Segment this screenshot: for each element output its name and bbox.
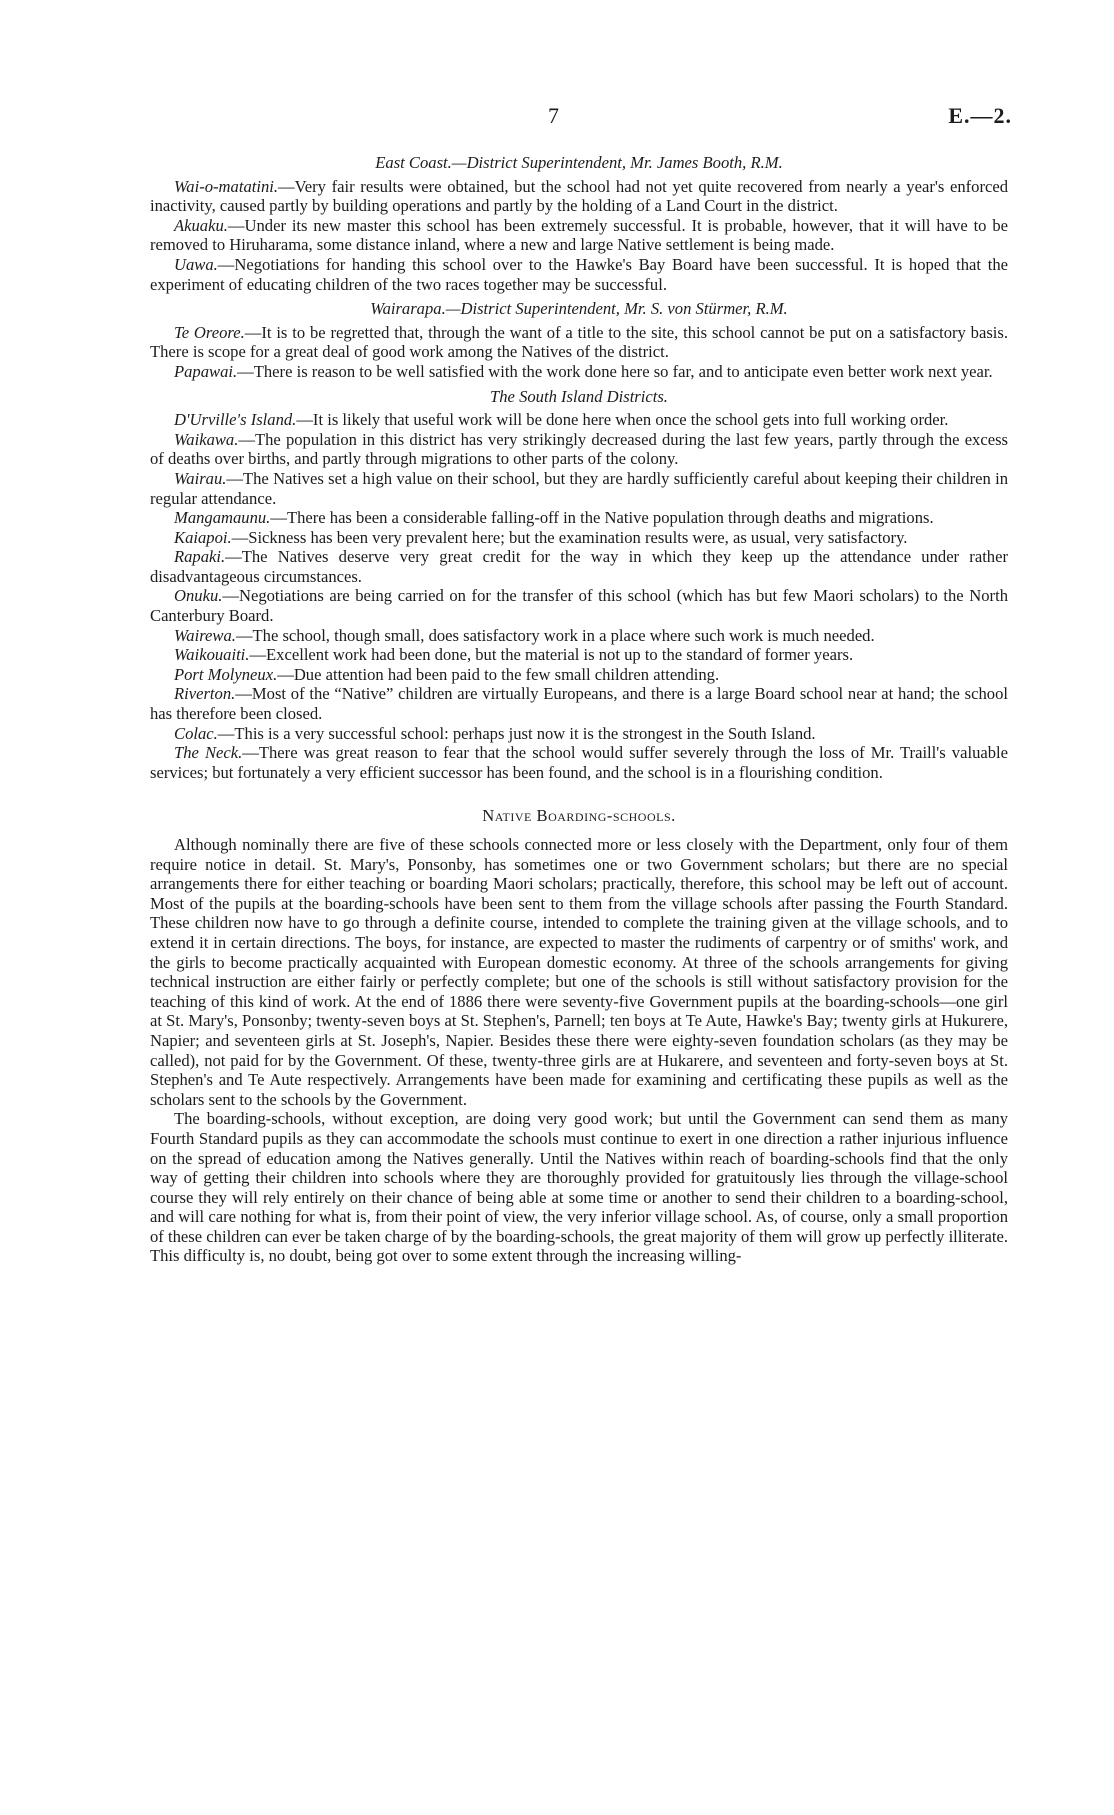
entry-durvilles-island	[150, 410, 1008, 430]
entry-text: —There has been a considerable falling-off in the Native population through deaths and migrations.	[270, 508, 934, 528]
entry-text: —Most of the “Native” children are virtually Europeans, and there is a large Board school near at hand; the school has therefore been closed.	[150, 684, 1008, 724]
entry-text: —Due attention had been paid to the few small children attending.	[277, 664, 720, 684]
entry-port-molyneux	[150, 665, 1008, 685]
school-name: Port Molyneux.	[174, 664, 278, 684]
entry-wairewa	[150, 626, 1008, 646]
school-name: Colac.	[174, 723, 218, 743]
entry-text: —This is a very successful school: perhaps just now it is the strongest in the South Island.	[217, 723, 816, 743]
entry-akuaku	[150, 216, 1008, 255]
school-name: Akuaku.	[174, 215, 228, 235]
entry-kaiapoi	[150, 528, 1008, 548]
entry-text: —Negotiations for handing this school over to the Hawke's Bay Board have been successful. It is hoped that the experiment of educating children of the two races together may be successful.	[150, 254, 1008, 294]
school-name: Riverton.	[174, 684, 236, 704]
section-heading-boarding-schools: Native Boarding-schools.	[482, 806, 676, 826]
entry-text: —Sickness has been very prevalent here; but the examination results were, as usual, very satisfactory.	[231, 527, 908, 547]
school-name: Waikouaiti.	[174, 645, 250, 665]
school-name: Rapaki.	[174, 547, 226, 567]
entry-text: —Under its new master this school has been extremely successful. It is probable, however, that it will have to be removed to Hiruharama, some distance inland, where a new and large Native settlement is being made.	[150, 215, 1008, 255]
entry-wai-o-matatini	[150, 177, 1008, 216]
school-name: Papawai.	[174, 361, 238, 381]
school-name: Te Oreore.	[174, 322, 245, 342]
entry-the-neck	[150, 743, 1008, 782]
school-name: Wai-o-matatini.	[174, 176, 279, 196]
entry-mangamaunu	[150, 508, 1008, 528]
entry-text: —The Natives set a high value on their school, but they are hardly sufficiently careful about keeping their children in regular attendance.	[150, 468, 1008, 508]
entry-uawa	[150, 255, 1008, 294]
entry-te-oreore	[150, 323, 1008, 362]
school-name: Wairau.	[174, 468, 227, 488]
document-reference: E.—2.	[948, 103, 1012, 128]
entry-text: —Very fair results were obtained, but the school had not yet quite recovered from nearly a year's enforced inactivity, caused partly by building operations and partly by the holding of a Land Court in the district.	[150, 176, 1008, 216]
running-header	[0, 103, 1114, 133]
entry-text: —The school, though small, does satisfactory work in a place where such work is much needed.	[235, 625, 875, 645]
entry-onuku	[150, 586, 1008, 625]
entry-riverton	[150, 684, 1008, 723]
section-heading-south-island: The South Island Districts.	[490, 386, 668, 406]
entry-colac	[150, 724, 1008, 744]
entry-wairau	[150, 469, 1008, 508]
school-name: D'Urville's Island.	[174, 410, 297, 430]
entry-waikawa	[150, 430, 1008, 469]
boarding-paragraph: The boarding-schools, without exception, are doing very good work; but until the Government can send them as many Fourth Standard pupils as they can accommodate the schools must continue to exert in one direction a rather injurious influence on the spread of education among the Natives generally. Until the Natives within reach of boarding-schools find that the only way of getting their children into schools where they are thoroughly provided for gratuitously lies through the village-school course they will rely entirely on their chance of being able at some time or another to send their children to a boarding-school, and will care nothing for what is, from their point of view, the very inferior village school. As, of course, only a small proportion of these children can ever be taken charge of by the boarding-schools, the great majority of them will grow up perfectly illiterate. This difficulty is, no doubt, being got over to some extent through the increasing willing-	[150, 1109, 1008, 1266]
entry-papawai	[150, 362, 1008, 382]
entry-waikouaiti	[150, 645, 1008, 665]
boarding-paragraph: Although nominally there are five of these schools connected more or less closely with the Department, only four of them require notice in detail. St. Mary's, Ponsonby, has sometimes one or two Government scholars; but there are no special arrangements there for either teaching or boarding Maori scholars; practically, therefore, this school may be left out of account. Most of the pupils at the boarding-schools have been sent to them from the village schools after passing the Fourth Standard. These children now have to go through a definite course, intended to complete the training given at the village schools, and to extend it in certain directions. The boys, for instance, are expected to master the rudiments of carpentry or of smiths' work, and the girls to become practically acquainted with European domestic economy. At three of the schools arrangements for giving technical instruction are either fairly or perfectly complete; but one of the schools is still without satisfactory provision for the teaching of this kind of work. At the end of 1886 there were seventy-five Government pupils at the boarding-schools—one girl at St. Mary's, Ponsonby; twenty-seven boys at St. Stephen's, Parnell; ten boys at Te Aute, Hawke's Bay; twenty girls at Hukurere, Napier; and seventeen girls at St. Joseph's, Napier. Besides these there were eighty-seven foundation scholars (as they may be called), not paid for by the Government. Of these, twenty-three girls are at Hukarere, and seventeen and forty-seven boys at St. Stephen's and Te Aute respectively. Arrangements have been made for examining and certificating these pupils as well as the scholars sent to the schools by the Government.	[150, 835, 1008, 1109]
section-heading-east-coast: East Coast.—District Superintendent, Mr. James Booth, R.M.	[375, 153, 783, 172]
school-name: The Neck.	[174, 743, 243, 763]
entry-text: —The Natives deserve very great credit for the way in which they keep up the attendance under rather disadvantageous circumstances.	[150, 547, 1008, 586]
entry-text: —It is likely that useful work will be done here when once the school gets into full working order.	[296, 410, 949, 430]
entry-text: —There was great reason to fear that the school would suffer severely through the loss of Mr. Traill's valuable services; but fortunately a very efficient successor has been found, and the school is in a flourishing condition.	[150, 743, 1008, 782]
entry-text: —Excellent work had been done, but the material is not up to the standard of former years.	[249, 645, 854, 665]
entry-text: —Negotiations are being carried on for the transfer of this school (which has but few Maori scholars) to the North Canterbury Board.	[150, 586, 1008, 626]
school-name: Uawa.	[174, 254, 218, 274]
school-name: Wairewa.	[174, 625, 236, 645]
section-heading-wairarapa: Wairarapa.—District Superintendent, Mr. S. von Stürmer, R.M.	[370, 299, 788, 319]
entry-text: —It is to be regretted that, through the want of a title to the site, this school cannot be put on a satisfactory basis. There is scope for a great deal of good work among the Natives of the district.	[150, 322, 1008, 362]
school-name: Onuku.	[174, 586, 223, 606]
school-name: Kaiapoi.	[174, 527, 232, 547]
school-name: Waikawa.	[174, 429, 239, 449]
school-name: Mangamaunu.	[174, 508, 271, 528]
entry-rapaki	[150, 547, 1008, 586]
body-text	[150, 153, 1008, 1266]
entry-text: —There is reason to be well satisfied with the work done here so far, and to anticipate even better work next year.	[237, 361, 993, 381]
page-number: 7	[548, 103, 559, 128]
entry-text: —The population in this district has very strikingly decreased during the last few years, partly through the excess of deaths over births, and partly through migrations to other parts of the colony.	[150, 429, 1008, 469]
